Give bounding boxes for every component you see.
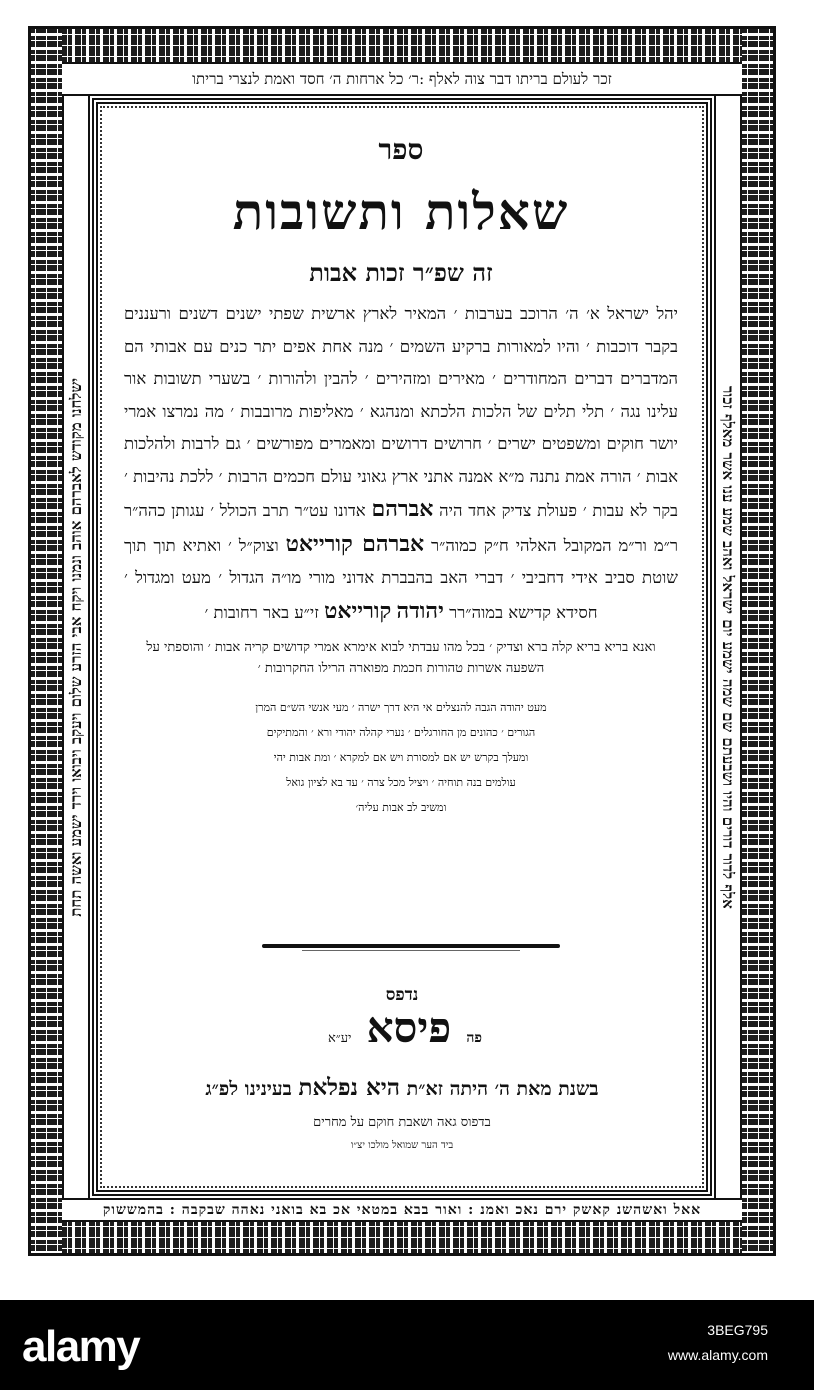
printed-label: נדפס [385, 985, 419, 1005]
border-text-left: ישלחנו מקודש לאברהם אוהב ונמנו ויקח אבי הזרע שלום ויעקב ויבואו וירד ישמע ואשה תחת [67, 377, 85, 917]
year-chronogram: היא נפלאת [298, 1074, 401, 1101]
imprint-city [220, 1003, 590, 1053]
intro-line: וצוק״ל ׳ ואתיא תוך [153, 535, 279, 555]
intro-line: אדונו עט״ר תרב הכולל ׳ עגותן כהה״ר ר״מ ור״מ המקובל [124, 501, 678, 555]
year-suffix: בעינינו לפ״ג [205, 1078, 292, 1100]
year-prefix: בשנת מאת ה׳ היתה זא״ת [406, 1078, 599, 1100]
paragraph-line: עולמים בנה תוחיה ׳ ויציל מכל צרה ׳ עד בא לציון גואל [286, 776, 516, 789]
sefer-label: ספר [378, 133, 424, 166]
intro-line: תוך שוטת סביב אידי דחביבי ׳ דברי האב בהבברת אדוני מורי [124, 535, 678, 587]
border-text-bottom: אאל ואשהשנ קאשק ירם נאכ ואמנ : ואור בבא במטאי אכ בא בואני נאהה שבקבה : בהמששוק [62, 1198, 742, 1222]
paragraph-line: מעט יהודה הגבה להנצלים אי היא דרך ישרה ׳ מעי אנשי הש״ם המרן [255, 701, 547, 714]
image-id: 3BEG795 [707, 1322, 768, 1338]
paragraph-line: ומשיב לב אבות עליה׳ [355, 801, 447, 814]
paragraph-line: ומעלך בקרש יש אם למסורת ויש אם למקרא ׳ ומת אבות יהי [273, 751, 529, 764]
third-paragraph [154, 695, 648, 820]
intro-line: אור עלינו נגה ׳ תלי תלים של הלכות הלכתא ומנהגא ׳ מאליפות [124, 369, 678, 421]
printer-line: ביד הער שמואל מולכו יצ״ו [350, 1140, 454, 1151]
title-block [118, 130, 684, 820]
intro-line: דרושים ומאמרים מפורשים ׳ גם לרבות ולהלכות אבות ׳ הורה אמת [124, 434, 678, 486]
intro-line: המחודרים ׳ מאירים ומזהירים ׳ להבין ולהורות ׳ בשערי תשובות [153, 369, 568, 388]
imprint-year [110, 1074, 694, 1101]
intro-line: נתנה מ״א אמנה אתני ארץ גאוני עולם חכמים הרבות ׳ ללכת [179, 466, 560, 486]
watermark-footer [0, 1300, 814, 1390]
city-name: פיסא [366, 1003, 452, 1052]
intro-line: האלהי ח״ק כמוה״ר [431, 535, 557, 555]
author-name-avraham-coriat: אברהם קורייאט [285, 530, 425, 557]
city-suffix: יע״א [327, 1031, 352, 1046]
site-url: www.alamy.com [667, 1347, 768, 1363]
intro-line: זי״ע באר רחובות ׳ [204, 602, 319, 622]
author-name-yehuda: יהודה [396, 597, 444, 624]
intro-line: השמים ׳ מנה אחת אפים יתר כנים עם אבותי הם המדברים דברים [124, 336, 679, 388]
brand-logo: alamy [22, 1322, 140, 1371]
border-strip-left [62, 96, 90, 1198]
intro-line: מרובבות ׳ מה נמרצו אמרי יושר חוקים ומשפטים ישרים ׳ חרושים [124, 401, 678, 453]
author-name-coriat: קורייאט [324, 597, 392, 624]
border-strip-right [714, 96, 742, 1198]
second-paragraph: ואנא בריא בריא קלה ברא וצדיק ׳ בכל מהו עבדתי לבוא אימרא אמרי קדושים קריה אבות ׳ והוספתי על השפעה אשרות טהורות חכמת מפוארה הרילו החקרובות ׳ [146, 640, 656, 676]
paragraph-line: הגורים ׳ כהונים מן החורגלים ׳ נערי קהלה יהודי ורא ׳ והמתיקים [266, 726, 536, 739]
city-prefix: פה [466, 1030, 483, 1046]
decorative-rule [262, 944, 560, 948]
intro-line: נהיבות ׳ בקר לא עבות ׳ פעולת צדיק אחד היה [124, 466, 678, 520]
press-line: בדפוס גאה ושאבת חוקם על מחרים [313, 1115, 491, 1130]
author-name-avraham: אברהם [371, 496, 434, 522]
intro-line: יהל ישראל א׳ ה׳ הרוכב בערבות ׳ המאיר לארץ ארשית שפתי [269, 304, 678, 323]
book-subtitle: זה שפ״ר זכות אבות [309, 258, 493, 287]
intro-paragraph [124, 298, 678, 629]
border-text-top: זכר לעולם בריתו דבר צוה לאלף :ר׳ כל ארחות ה׳ חסד ואמת לנצרי בריתו [62, 62, 742, 96]
intro-line: מו״ה הגדול ׳ מעט ומגדול ׳ חסידא קדישא במוה״רר [124, 568, 598, 622]
book-title: שאלות ותשובות [232, 182, 570, 241]
border-text-right: אלף לדור דורים והיו ושבעתם שם שמה ישמע יום ישראל ואהב שמע ענו אשר מאלף זכור [719, 385, 737, 909]
intro-line: ישנים דשנים ורעננים בקבר דוכבות ׳ והיו למאורות ברקיע [124, 304, 679, 356]
